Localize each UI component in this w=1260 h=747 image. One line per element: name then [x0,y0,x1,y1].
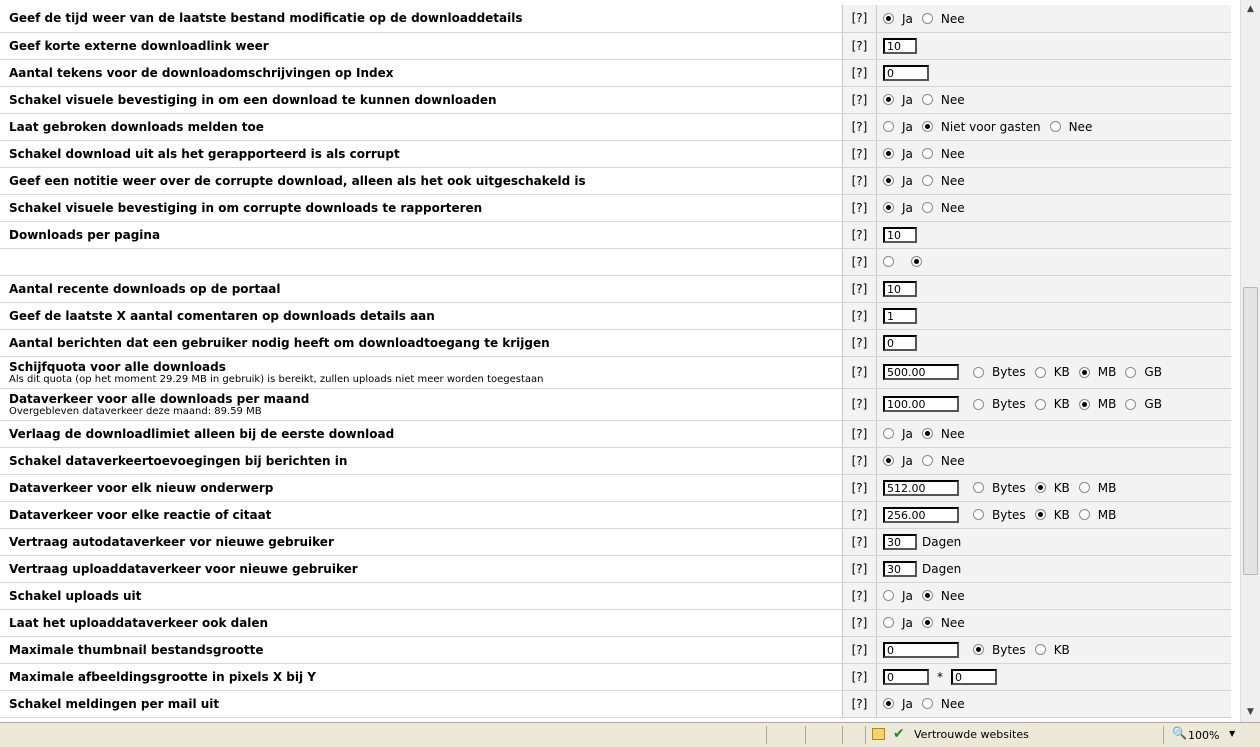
unit-label: Dagen [922,561,962,576]
setting-row [0,5,1231,32]
radio-button[interactable] [1035,482,1046,493]
setting-control-cell [877,32,1232,59]
help-link[interactable]: [?] [843,447,877,474]
radio-option[interactable] [1125,365,1162,380]
setting-row [0,59,1231,86]
help-link[interactable]: [?] [843,420,877,447]
setting-label-cell [0,5,843,32]
separator-star: * [937,669,943,684]
setting-control-cell [877,663,1232,690]
scroll-up-arrow-icon[interactable]: ▲ [1247,4,1254,14]
help-link[interactable]: [?] [843,167,877,194]
radio-option[interactable] [1035,480,1070,495]
radio-button[interactable] [883,698,894,709]
status-divider [766,726,767,744]
setting-label: Aantal berichten dat een gebruiker nodig heeft om downloadtoegang te krijgen [9,335,550,350]
radio-option[interactable] [973,397,1026,412]
radio-button[interactable] [973,644,984,655]
setting-label: Schakel dataverkeertoevoegingen bij berichten in [9,453,348,468]
radio-label: Ja [902,696,913,711]
radio-label: Niet voor gasten [940,119,1041,134]
text-input[interactable]: 0 [883,65,929,81]
setting-control-cell [877,329,1232,356]
setting-label-cell [0,167,843,194]
setting-control-cell [877,501,1232,528]
setting-label-cell [0,32,843,59]
unit-label: Dagen [922,534,962,549]
text-input[interactable]: 1 [883,308,917,324]
setting-row [0,113,1231,140]
setting-row [0,663,1231,690]
setting-row [0,86,1231,113]
chevron-down-icon[interactable]: ▼ [1229,729,1236,738]
status-bar [0,722,1260,747]
setting-label: Schijfquota voor alle downloads [9,359,226,374]
setting-control-cell [877,555,1232,582]
setting-label-cell [0,86,843,113]
setting-row [0,140,1231,167]
setting-label: Laat het uploaddataverkeer ook dalen [9,615,269,630]
setting-label-cell [0,275,843,302]
setting-row [0,167,1231,194]
radio-button[interactable] [922,94,933,105]
settings-table [0,5,1231,718]
status-divider [865,726,866,744]
radio-option[interactable] [1035,507,1070,522]
radio-button[interactable] [922,202,933,213]
setting-label-cell [0,356,843,388]
setting-label: Schakel meldingen per mail uit [9,696,220,711]
radio-option[interactable] [1035,642,1070,657]
protected-mode-icon [872,728,885,740]
setting-label-cell [0,248,843,275]
help-link[interactable]: [?] [843,329,877,356]
scroll-down-arrow-icon[interactable]: ▼ [1247,707,1254,717]
setting-control-cell [877,302,1232,329]
radio-label: Ja [902,453,913,468]
radio-option[interactable] [883,615,913,630]
setting-control-cell [877,248,1232,275]
setting-control-cell [877,221,1232,248]
radio-option[interactable] [883,146,913,161]
text-input[interactable]: 100.00 [883,396,959,412]
radio-option[interactable] [911,254,930,269]
setting-control-cell [877,59,1232,86]
radio-option[interactable] [922,615,965,630]
help-link[interactable]: [?] [843,140,877,167]
setting-label: Maximale thumbnail bestandsgrootte [9,642,264,657]
radio-button[interactable] [883,428,894,439]
radio-button[interactable] [973,367,984,378]
radio-button[interactable] [922,148,933,159]
setting-control-cell [877,474,1232,501]
setting-label: Dataverkeer voor elke reactie of citaat [9,507,272,522]
setting-label-cell [0,582,843,609]
help-link[interactable]: [?] [843,663,877,690]
radio-label: Bytes [992,480,1026,495]
setting-label: Verlaag de downloadlimiet alleen bij de eerste download [9,426,395,441]
setting-label-cell [0,221,843,248]
setting-row [0,501,1231,528]
radio-option[interactable] [1079,507,1117,522]
magnifier-icon[interactable]: 🔍 [1172,726,1187,740]
setting-label-cell [0,501,843,528]
setting-control-cell [877,275,1232,302]
radio-label: Ja [902,11,913,26]
radio-label: Bytes [992,365,1026,380]
vertical-scrollbar[interactable] [1240,0,1260,722]
status-divider [805,726,806,744]
setting-label-cell [0,474,843,501]
radio-button[interactable] [883,121,894,132]
radio-option[interactable] [922,453,965,468]
radio-button[interactable] [1035,509,1046,520]
setting-label-cell [0,663,843,690]
radio-label: Ja [902,615,913,630]
radio-label: Nee [940,92,965,107]
text-input[interactable]: 10 [883,227,917,243]
setting-label: Dataverkeer voor elk nieuw onderwerp [9,480,274,495]
radio-button[interactable] [973,509,984,520]
radio-label: Nee [940,200,965,215]
text-input[interactable]: 0 [951,669,997,685]
radio-button[interactable] [1050,121,1061,132]
setting-control-cell [877,140,1232,167]
radio-option[interactable] [1035,365,1070,380]
radio-option[interactable] [1079,397,1117,412]
radio-label: Ja [902,92,913,107]
setting-label: Geef korte externe downloadlink weer [9,38,269,53]
setting-row [0,302,1231,329]
radio-button[interactable] [1035,644,1046,655]
radio-button[interactable] [883,455,894,466]
setting-control-cell [877,582,1232,609]
radio-label: Nee [940,696,965,711]
setting-label: Schakel visuele bevestiging in om corrupte downloads te rapporteren [9,200,483,215]
setting-label: Aantal tekens voor de downloadomschrijvingen op Index [9,65,394,80]
radio-button[interactable] [922,13,933,24]
text-input[interactable]: 0 [883,642,959,658]
radio-button[interactable] [883,94,894,105]
radio-option[interactable] [922,696,965,711]
setting-label-cell [0,420,843,447]
setting-label: Schakel visuele bevestiging in om een download te kunnen downloaden [9,92,497,107]
setting-label: Downloads per pagina [9,227,161,242]
radio-label: Nee [940,426,965,441]
radio-label: KB [1053,365,1070,380]
radio-button[interactable] [1125,399,1136,410]
radio-label: Nee [940,173,965,188]
text-input[interactable]: 256.00 [883,507,959,523]
radio-label: Nee [940,588,965,603]
scroll-thumb[interactable] [1243,287,1258,575]
radio-label: Ja [902,588,913,603]
setting-label-cell [0,113,843,140]
help-link[interactable]: [?] [843,113,877,140]
status-divider [1163,726,1164,744]
radio-option[interactable] [883,11,913,26]
radio-label: Nee [940,146,965,161]
setting-label-cell [0,636,843,663]
setting-label-cell [0,388,843,420]
radio-label: Ja [902,146,913,161]
setting-row [0,32,1231,59]
radio-button[interactable] [883,175,894,186]
text-input[interactable]: 512.00 [883,480,959,496]
setting-control-cell [877,194,1232,221]
setting-control-cell [877,636,1232,663]
radio-option[interactable] [922,426,965,441]
radio-label: Bytes [992,507,1026,522]
setting-label: Aantal recente downloads op de portaal [9,281,281,296]
radio-label: Nee [940,615,965,630]
radio-label: Ja [902,426,913,441]
radio-label: Bytes [992,642,1026,657]
radio-label: KB [1053,480,1070,495]
setting-label-cell [0,329,843,356]
radio-button[interactable] [883,148,894,159]
radio-button[interactable] [922,698,933,709]
radio-option[interactable] [922,173,965,188]
setting-row [0,636,1231,663]
help-link[interactable]: [?] [843,194,877,221]
radio-label: KB [1053,642,1070,657]
zoom-level[interactable]: 100% [1188,729,1220,742]
help-link[interactable]: [?] [843,388,877,420]
help-link[interactable]: [?] [843,474,877,501]
setting-label: Schakel download uit als het gerapporteerd is als corrupt [9,146,400,161]
setting-control-cell [877,356,1232,388]
setting-control-cell [877,388,1232,420]
help-link[interactable]: [?] [843,59,877,86]
radio-label: KB [1053,507,1070,522]
setting-label-cell [0,690,843,717]
help-link[interactable]: [?] [843,636,877,663]
radio-label: Nee [1068,119,1093,134]
setting-row [0,420,1231,447]
radio-button[interactable] [1079,399,1090,410]
radio-option[interactable] [1050,119,1093,134]
radio-option[interactable] [1035,397,1070,412]
radio-option[interactable] [922,92,965,107]
radio-button[interactable] [911,256,922,267]
radio-option[interactable] [883,696,913,711]
radio-label: MB [1097,507,1117,522]
radio-button[interactable] [1035,399,1046,410]
setting-row [0,329,1231,356]
radio-button[interactable] [922,590,933,601]
help-link[interactable]: [?] [843,609,877,636]
radio-option[interactable] [883,200,913,215]
setting-label-cell [0,528,843,555]
setting-label: Vertraag autodataverkeer vor nieuwe gebruiker [9,534,334,549]
help-link[interactable]: [?] [843,302,877,329]
radio-option[interactable] [883,426,913,441]
setting-row [0,555,1231,582]
radio-button[interactable] [1035,367,1046,378]
setting-control-cell [877,528,1232,555]
radio-option[interactable] [883,254,902,269]
radio-option[interactable] [883,453,913,468]
help-link[interactable]: [?] [843,356,877,388]
text-input[interactable]: 500.00 [883,364,959,380]
radio-label: GB [1144,397,1162,412]
setting-row [0,690,1231,717]
radio-label: Ja [902,200,913,215]
radio-option[interactable] [922,588,965,603]
setting-control-cell [877,447,1232,474]
setting-label: Geef een notitie weer over de corrupte download, alleen als het ook uitgeschakeld is [9,173,586,188]
radio-button[interactable] [883,617,894,628]
radio-option[interactable] [922,200,965,215]
radio-button[interactable] [922,121,933,132]
help-link[interactable]: [?] [843,582,877,609]
help-link[interactable]: [?] [843,275,877,302]
radio-option[interactable] [973,507,1026,522]
radio-button[interactable] [883,590,894,601]
radio-button[interactable] [973,482,984,493]
setting-control-cell [877,690,1232,717]
text-input[interactable]: 30 [883,534,917,550]
radio-option[interactable] [1079,365,1117,380]
setting-label-cell [0,140,843,167]
radio-option[interactable] [883,119,913,134]
text-input[interactable]: 10 [883,281,917,297]
radio-option[interactable] [883,588,913,603]
help-link[interactable]: [?] [843,555,877,582]
radio-label: KB [1053,397,1070,412]
setting-label: Geef de laatste X aantal comentaren op downloads details aan [9,308,435,323]
setting-label-cell [0,194,843,221]
setting-control-cell [877,5,1232,32]
setting-control-cell [877,86,1232,113]
setting-label-cell [0,447,843,474]
help-link[interactable]: [?] [843,501,877,528]
radio-label: MB [1097,365,1117,380]
setting-row [0,275,1231,302]
help-link[interactable]: [?] [843,528,877,555]
radio-label: Bytes [992,397,1026,412]
help-link[interactable]: [?] [843,221,877,248]
help-link[interactable]: [?] [843,32,877,59]
setting-description: Overgebleven dataverkeer deze maand: 89.59 MB [9,405,262,417]
setting-label: Schakel uploads uit [9,588,142,603]
setting-control-cell [877,167,1232,194]
setting-description: Als dit quota (op het moment 29.29 MB in gebruik) is bereikt, zullen uploads niet meer worden toegestaan [9,373,544,385]
radio-label: Nee [940,11,965,26]
radio-button[interactable] [883,256,894,267]
help-link[interactable]: [?] [843,248,877,275]
radio-label: MB [1097,480,1117,495]
radio-button[interactable] [1079,482,1090,493]
setting-control-cell [877,609,1232,636]
text-input[interactable]: 0 [883,669,929,685]
setting-row [0,582,1231,609]
setting-label: Vertraag uploaddataverkeer voor nieuwe gebruiker [9,561,358,576]
radio-option[interactable] [922,146,965,161]
setting-label: Dataverkeer voor alle downloads per maand [9,391,310,406]
radio-button[interactable] [973,399,984,410]
radio-option[interactable] [922,11,965,26]
radio-option[interactable] [973,365,1026,380]
radio-button[interactable] [922,175,933,186]
radio-option[interactable] [922,119,1041,134]
radio-option[interactable] [883,173,913,188]
radio-option[interactable] [973,642,1026,657]
radio-option[interactable] [1079,480,1117,495]
radio-label: Ja [902,119,913,134]
setting-row [0,248,1231,275]
checkmark-icon: ✔ [893,726,905,742]
setting-control-cell [877,420,1232,447]
radio-option[interactable] [1125,397,1162,412]
radio-button[interactable] [1079,509,1090,520]
setting-label-cell [0,555,843,582]
setting-row [0,447,1231,474]
text-input[interactable]: 30 [883,561,917,577]
radio-button[interactable] [883,202,894,213]
radio-button[interactable] [1125,367,1136,378]
radio-label: Ja [902,173,913,188]
setting-label: Laat gebroken downloads melden toe [9,119,264,134]
setting-label-cell [0,302,843,329]
setting-row [0,356,1231,388]
setting-label: Geef de tijd weer van de laatste bestand modificatie op de downloaddetails [9,11,523,26]
status-divider [842,726,843,744]
radio-label: Nee [940,453,965,468]
radio-option[interactable] [973,480,1026,495]
help-link[interactable]: [?] [843,5,877,32]
setting-row [0,528,1231,555]
text-input[interactable]: 0 [883,335,917,351]
radio-button[interactable] [922,428,933,439]
setting-control-cell [877,113,1232,140]
setting-label: Maximale afbeeldingsgrootte in pixels X bij Y [9,669,316,684]
setting-row [0,388,1231,420]
help-link[interactable]: [?] [843,86,877,113]
radio-label: GB [1144,365,1162,380]
setting-row [0,194,1231,221]
setting-label-cell [0,609,843,636]
radio-label: MB [1097,397,1117,412]
radio-button[interactable] [922,455,933,466]
security-zone-label[interactable]: Vertrouwde websites [914,728,1029,741]
text-input[interactable]: 10 [883,38,917,54]
radio-button[interactable] [883,13,894,24]
help-link[interactable]: [?] [843,690,877,717]
radio-button[interactable] [922,617,933,628]
radio-button[interactable] [1079,367,1090,378]
setting-label-cell [0,59,843,86]
setting-row [0,609,1231,636]
setting-row [0,221,1231,248]
radio-option[interactable] [883,92,913,107]
setting-row [0,474,1231,501]
